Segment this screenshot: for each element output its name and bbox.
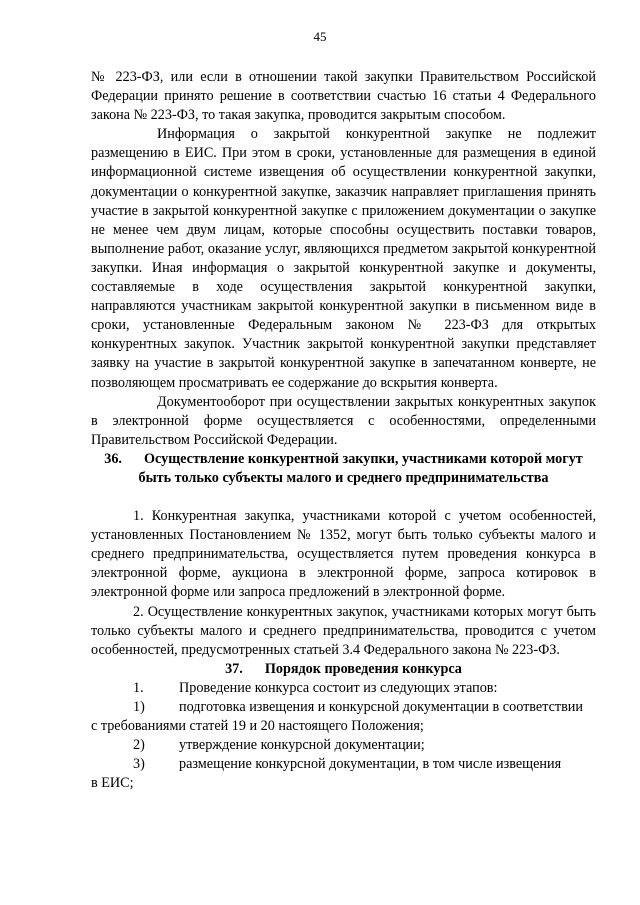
step-1-continuation: с требованиями статей 19 и 20 настоящего Положения; — [91, 718, 424, 735]
section-36-heading — [91, 450, 596, 488]
step-marker: 1) — [133, 699, 145, 715]
section-36-item-1: 1. Конкурентная закупка, участниками которой с учетом особенностей, установленных Постановлением № 1352, могут быть только субъекты малого и среднего предпринимательства, осуществляется путем проведения конкурса в электронной форме, аукциона в электронной форме, запроса котировок в электронной форме или запроса предложений в электронной форме. — [91, 508, 596, 601]
section-37-item-1 — [91, 679, 596, 698]
step-text: утверждение конкурсной документации; — [179, 737, 425, 754]
paragraph-closed-procurement-info: Информация о закрытой конкурентной закупке не подлежит размещению в ЕИС. При этом в сроки, установленные для размещения в единой информационной системе извещения об осуществлении конкурентной закупки, документации о конкурентной закупке, заказчик направляет приглашения принять участие в закрытой конкурентной закупке с приложением документации о закупке не менее чем двум лицам, которые способны осуществить поставки товаров, выполнение работ, оказание услуг, являющихся предметом закрытой конкурентной закупки. Иная информация о закрытой конкурентной закупке и документы, составляемые в ходе осуществления закрытой конкурентной закупки, направляются участникам закрытой конкурентной закупки в письменном виде в сроки, установленные Федеральным законом № 223-ФЗ для открытых конкурентных закупок. Участник закрытой конкурентной закупки представляет заявку на участие в закрытой конкурентной закупке в запечатанном конверте, не позволяющем просматривать ее содержание до вскрытия конверта. — [91, 126, 596, 391]
item-marker: 1. — [133, 679, 144, 696]
page-content — [91, 68, 596, 793]
section-37-heading — [91, 660, 596, 679]
step-3-continuation: в ЕИС; — [91, 775, 134, 792]
item-text: Проведение конкурса состоит из следующих этапов: — [179, 679, 498, 696]
paragraph-document-flow: Документооборот при осуществлении закрытых конкурентных закупок в электронной форме осуществляется с особенностями, определенными Правительством Российской Федерации. — [91, 393, 596, 448]
step-marker: 2) — [133, 737, 145, 754]
section-36-number: 36. — [104, 450, 122, 467]
section-36-title: Осуществление конкурентной закупки, участниками которой могут быть только субъекты малого и среднего предпринимательства — [138, 450, 583, 486]
section-37-step-3 — [91, 755, 596, 774]
section-36-item-2: 2. Осуществление конкурентных закупок, участниками которых могут быть только субъекты малого и среднего предпринимательства, проводится с учетом особенностей, предусмотренных статьей 3.4 Федерального закона № 223-ФЗ. — [91, 603, 596, 658]
section-37-step-1 — [91, 698, 596, 717]
section-37-step-2 — [91, 736, 596, 755]
page-number: 45 — [313, 29, 327, 44]
paragraph-closed-method: № 223-ФЗ, или если в отношении такой закупки Правительством Российской Федерации принято решение в соответствии счастью 16 статьи 4 Федерального закона № 223-ФЗ, то такая закупка, проводится закрытым способом. — [91, 69, 596, 124]
section-37-number: 37. — [225, 660, 243, 677]
step-text: размещение конкурсной документации, в том числе извещения — [179, 756, 562, 773]
step-text: подготовка извещения и конкурсной документации в соответствии — [179, 699, 583, 715]
step-marker: 3) — [133, 756, 145, 773]
section-37-title: Порядок проведения конкурса — [264, 660, 462, 677]
